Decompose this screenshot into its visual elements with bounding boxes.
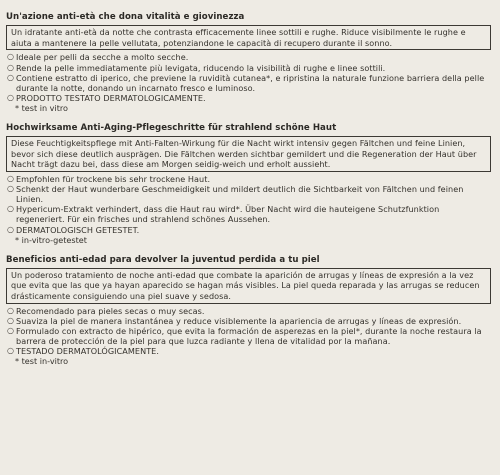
circle-bullet-icon: ○ — [7, 62, 15, 72]
list-item — [7, 63, 490, 73]
circle-bullet-icon: ○ — [7, 174, 15, 184]
section-italian — [0, 2, 500, 113]
list-item — [7, 174, 490, 184]
list-item — [7, 306, 490, 316]
list-item — [7, 184, 490, 204]
list-item — [7, 204, 490, 224]
section-heading: Un'azione anti-età che dona vitalità e giovinezza — [6, 12, 245, 22]
list-item — [7, 52, 490, 62]
list-item — [7, 93, 490, 103]
circle-bullet-icon: ○ — [7, 346, 15, 356]
list-item-text: Suaviza la piel de manera instantánea y reduce visiblemente la apariencia de arrugas y líneas de expresión. — [16, 315, 462, 326]
circle-bullet-icon: ○ — [7, 224, 15, 234]
list-item-text: Ideale per pelli da secche a molto secche. — [16, 52, 189, 63]
list-item — [7, 73, 490, 93]
list-item-text: Schenkt der Haut wunderbare Geschmeidigkeit und mildert deutlich die Sichtbarkeit von Fältchen und feinen Linien. — [16, 184, 464, 205]
circle-bullet-icon: ○ — [7, 204, 15, 214]
list-item-text: Contiene estratto di iperico, che previene la ruvidità cutanea*, e ripristina la naturale funzione barriera della pelle durante la notte, donando un incarnato fresco e luminoso. — [16, 72, 485, 93]
footnote: * test in-vitro — [15, 356, 69, 367]
circle-bullet-icon: ○ — [7, 52, 15, 62]
section-spanish — [0, 245, 500, 367]
circle-bullet-icon: ○ — [7, 305, 15, 315]
circle-bullet-icon: ○ — [7, 326, 15, 336]
list-item-text: Hypericum-Extrakt verhindert, dass die Haut rau wird*. Über Nacht wird die hauteigene Schutzfunktion regeneriert. Für ein frisches und strahlend schönes Aussehen. — [16, 204, 440, 225]
list-item-text: Recomendado para pieles secas o muy secas. — [16, 305, 205, 316]
section-heading: Hochwirksame Anti-Aging-Pflegeschritte für strahlend schöne Haut — [6, 122, 337, 133]
list-item-text: DERMATOLOGISCH GETESTET. — [16, 224, 140, 235]
circle-bullet-icon: ○ — [7, 315, 15, 325]
list-item — [7, 316, 490, 326]
bullet-list — [5, 306, 494, 367]
section-heading: Beneficios anti-edad para devolver la juventud perdida a tu piel — [6, 254, 320, 265]
footnote: * test in vitro — [15, 102, 69, 113]
intro-box: Un poderoso tratamiento de noche anti-edad que combate la aparición de arrugas y líneas de expresión a la vez que evita que las que ya hayan aparecido se hagan más visibles. La piel queda reparada y las arrugas se reducen drásticamente consiguiendo una piel suave y sedosa. — [6, 268, 491, 304]
list-item — [7, 225, 490, 235]
circle-bullet-icon: ○ — [7, 184, 15, 194]
bullet-list — [5, 52, 494, 113]
section-german — [0, 113, 500, 245]
list-item-text: Empfohlen für trockene bis sehr trockene Haut. — [16, 174, 211, 185]
list-item-text: TESTADO DERMATOLÓGICAMENTE. — [16, 346, 159, 357]
list-item — [7, 326, 490, 346]
circle-bullet-icon: ○ — [7, 92, 15, 102]
list-item — [7, 346, 490, 356]
intro-box: Diese Feuchtigkeitspflege mit Anti-Falten-Wirkung für die Nacht wirkt intensiv gegen Fältchen und feine Linien, bevor sich diese deutlich ausprägen. Die Fältchen werden sichtbar gemildert und die Regeneration der Haut über Nacht trägt dazu bei, dass diese am Morgen seidig-weich und erholt aussieht. — [6, 136, 491, 172]
bullet-list — [5, 174, 494, 245]
circle-bullet-icon: ○ — [7, 72, 15, 82]
list-item-text: Formulado con extracto de hipérico, que evita la formación de asperezas en la piel*, durante la noche restaura la barrera de protección de la piel para que luzca radiante y llena de vitalidad por la mañana. — [16, 326, 482, 347]
list-item-text: PRODOTTO TESTATO DERMATOLOGICAMENTE. — [16, 92, 206, 103]
list-item-text: Rende la pelle immediatamente più levigata, riducendo la visibilità di rughe e linee sottili. — [16, 62, 386, 73]
intro-box: Un idratante anti-età da notte che contrasta efficacemente linee sottili e rughe. Riduce visibilmente le rughe e aiuta a mantenere la pelle vellutata, potenziandone le capacità di recupero durante il sonno. — [6, 25, 491, 50]
footnote: * in-vitro-getestet — [15, 234, 87, 245]
